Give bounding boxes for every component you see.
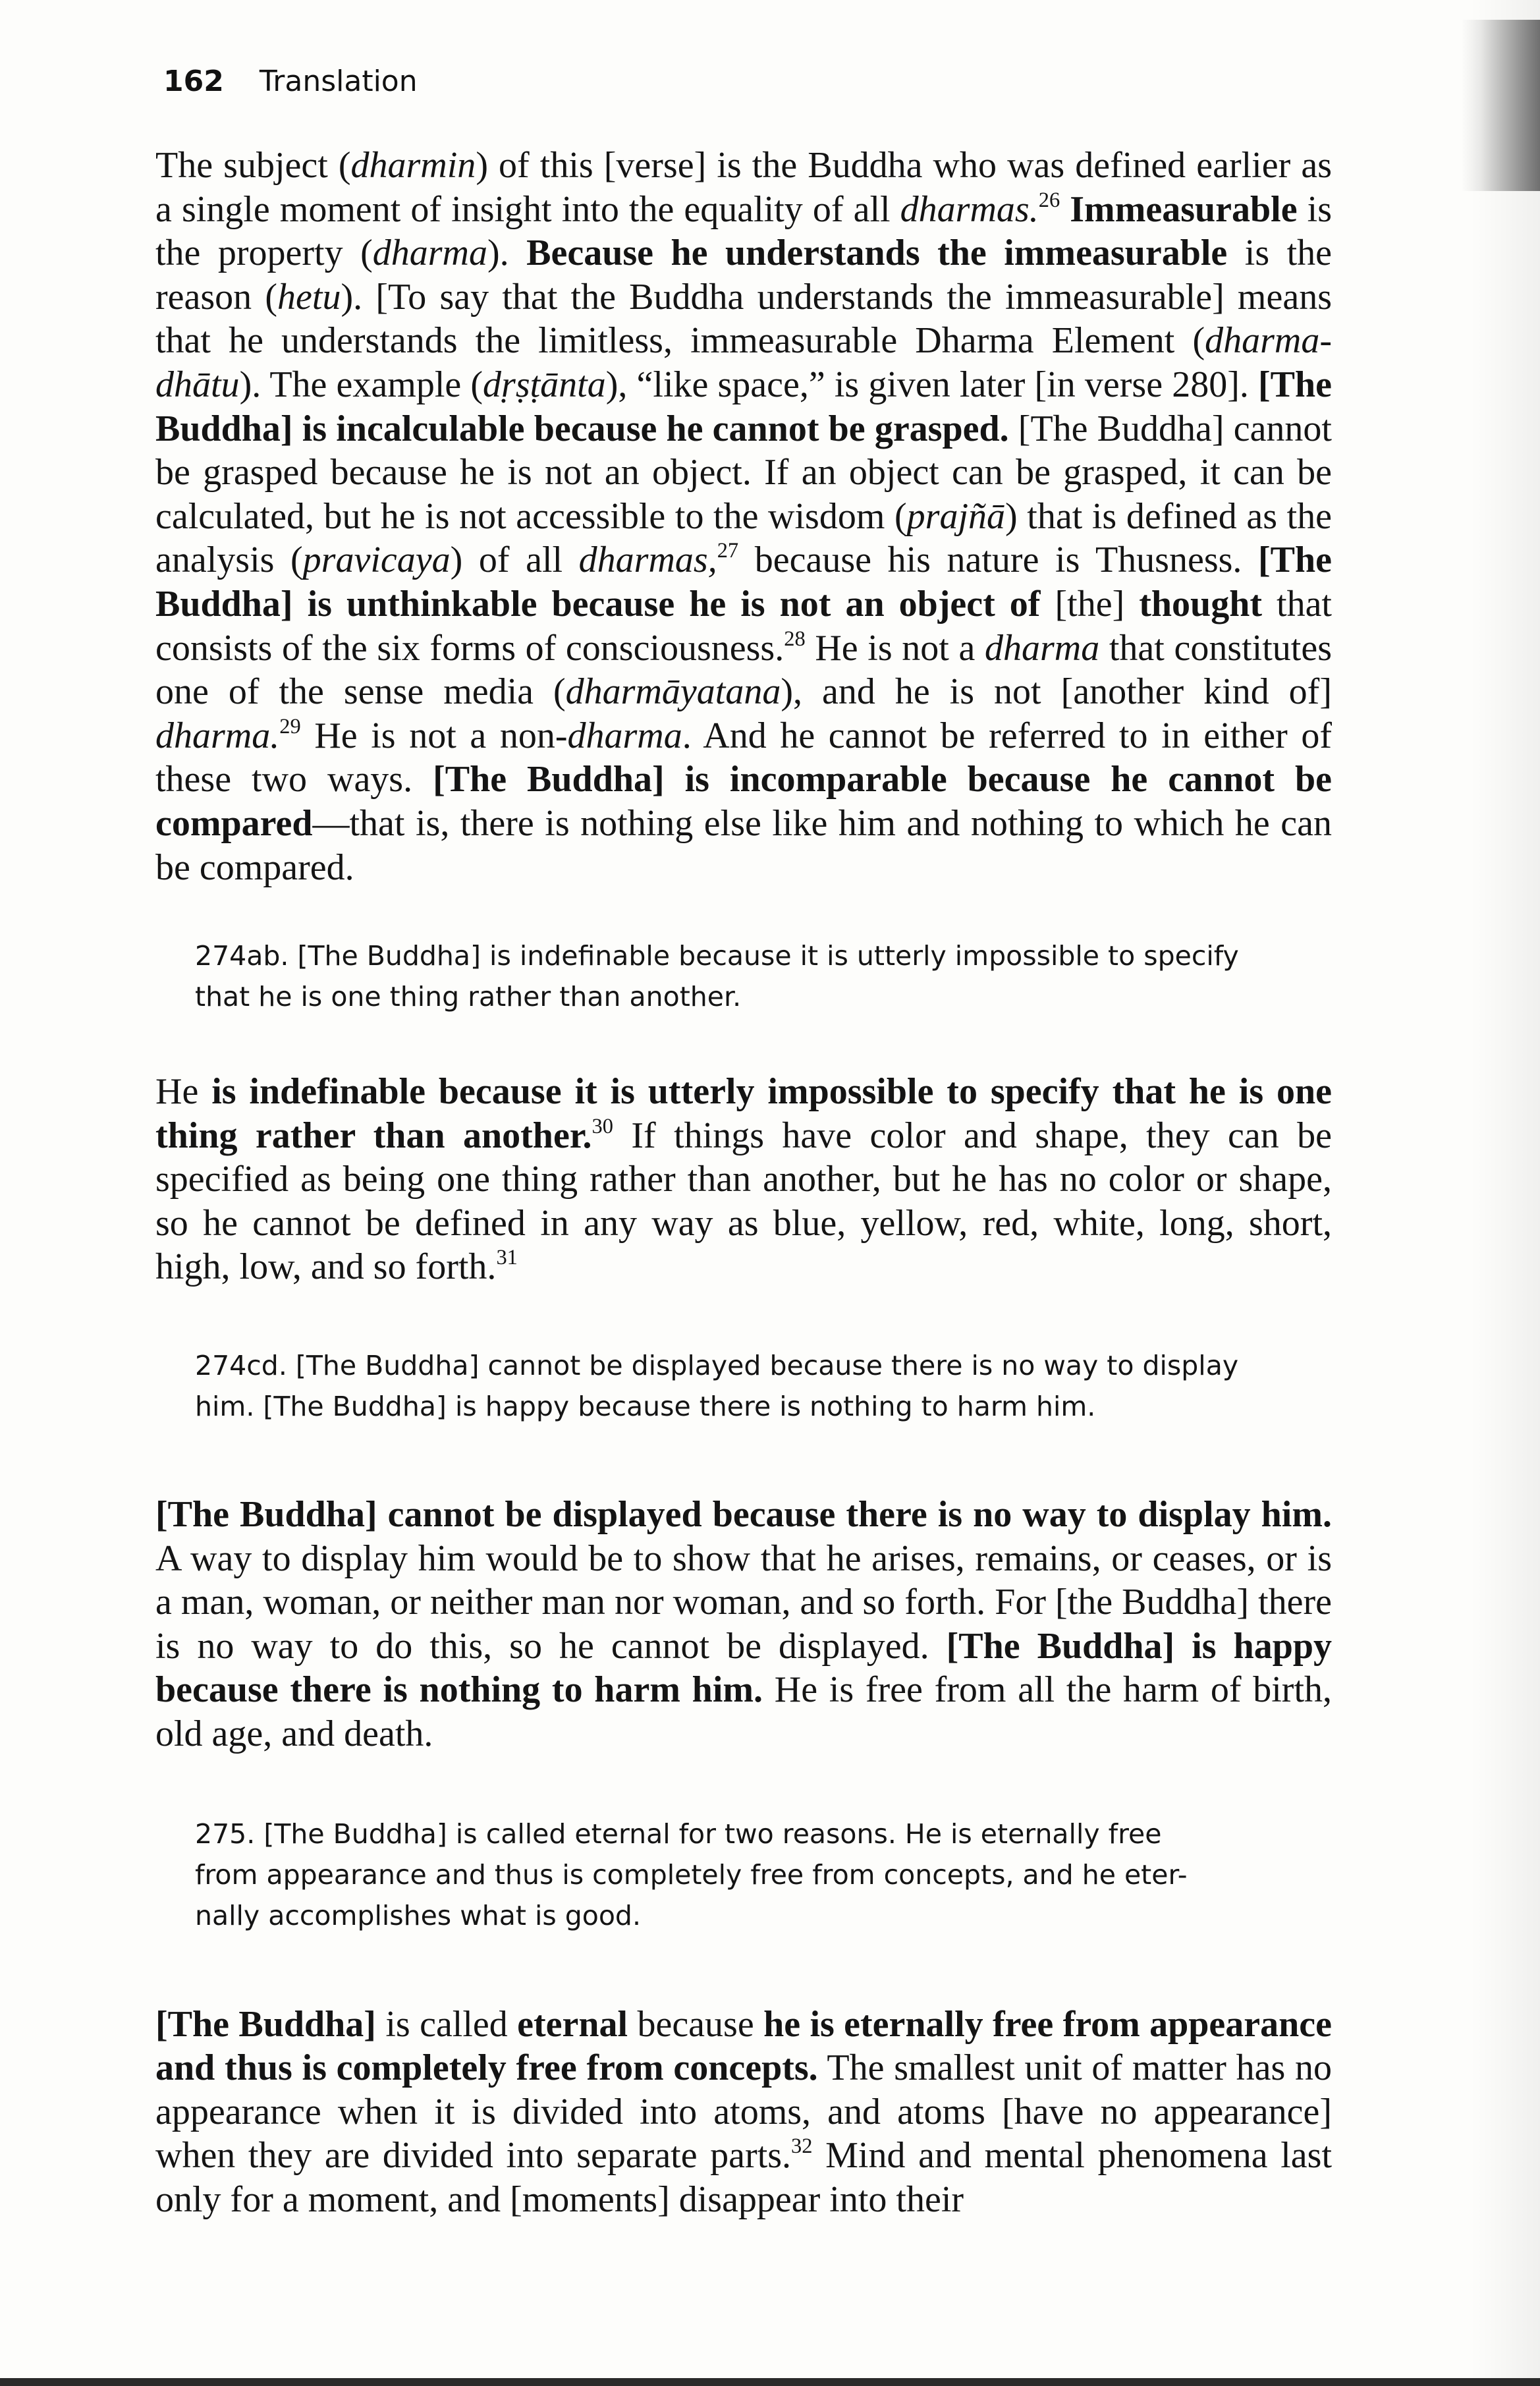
verse-quote: Immeasurable (1060, 188, 1298, 230)
text-run: because (628, 2003, 764, 2045)
running-header (163, 65, 418, 107)
scan-shadow (1441, 0, 1540, 2386)
verse-quote: thought (1139, 583, 1262, 624)
page-body (155, 144, 1332, 2222)
footnote-ref: 26 (1038, 188, 1060, 212)
verse-quote: is indefinable because it is utterly impossible to specify that he is one thing rather than another. (155, 1071, 1333, 1156)
text-run: He is not a (805, 627, 985, 669)
text-run: —that is, there is nothing else like him and nothing to which he can be compared. (155, 802, 1332, 888)
text-run: The subject ( (155, 145, 351, 186)
verse-quote: Because he understands the immeasurable (526, 233, 1228, 274)
term-dharma: dharma (567, 715, 682, 756)
term-dharmin: dharmin (350, 145, 476, 186)
footnote-ref: 28 (784, 626, 806, 651)
verse-line: that he is one thing rather than another. (195, 981, 742, 1013)
footnote-ref: 27 (717, 539, 739, 563)
text-run: . And he cannot be referred to in either of these two ways. (155, 715, 1333, 800)
footnote-ref: 30 (591, 1114, 613, 1138)
commentary-paragraph (155, 2003, 1332, 2222)
text-run: is called (375, 2003, 518, 2045)
verse-quote: [The Buddha] is incomparable because he cannot be compared (155, 759, 1333, 844)
verse-274ab (155, 935, 1315, 1017)
term-dharma-dhatu: dharma-dhātu (155, 320, 1332, 405)
verse-quote: [The Buddha] is unthinkable because he is not an object of (155, 540, 1333, 624)
text-run: He is free from all the harm of birth, old age, and death. (155, 1669, 1332, 1755)
verse-275 (155, 1814, 1315, 1936)
term-dharmayatana: dharmāyatana (565, 671, 781, 713)
text-run: [the] (1040, 583, 1140, 624)
text-run: is the reason ( (155, 233, 1333, 318)
verse-line: 275. [The Buddha] is called eternal for two reasons. He is eternally free (195, 1817, 1162, 1850)
verse-line: him. [The Buddha] is happy because there is nothing to harm him. (195, 1391, 1096, 1423)
term-dharma: dharma. (155, 715, 280, 756)
footnote-ref: 32 (791, 2134, 813, 2159)
term-dharma: dharma (372, 233, 487, 274)
verse-quote: eternal (517, 2003, 628, 2045)
verse-quote: he is eternally free from appearance and thus is completely free from concepts. (155, 2003, 1333, 2089)
text-run: ), “like space,” is given later [in verse 280]. (605, 364, 1258, 405)
scan-corner-shadow (1461, 20, 1540, 191)
footnote-ref: 29 (279, 714, 301, 738)
text-run: The smallest unit of matter has no appearance when it is divided into atoms, and atoms [have no appearance] when they are divided into separate parts. (155, 2047, 1333, 2177)
text-run: because his nature is Thusness. (738, 540, 1259, 581)
text-run: If things have color and shape, they can be specified as being one thing rather than another, but he has no color or shape, so he cannot be defined in any way as blue, yellow, red, white, long, short, high, low, and so forth. (155, 1115, 1332, 1288)
verse-quote: [The Buddha] (155, 2003, 376, 2045)
text-run: He (155, 1071, 212, 1113)
text-run: ) of all (450, 540, 579, 581)
footnote-ref: 31 (496, 1246, 518, 1270)
verse-quote: [The Buddha] cannot be displayed because there is no way to display him. (155, 1494, 1332, 1536)
term-pravicaya: pravicaya (302, 540, 451, 581)
text-run: Mind and mental phenomena last only for a moment, and [moments] disappear into their (155, 2135, 1333, 2220)
verse-274cd (155, 1345, 1315, 1427)
text-run: ). The example ( (239, 364, 483, 405)
text-run: that constitutes one of the sense media ( (155, 627, 1332, 713)
running-title: Translation (259, 65, 418, 98)
term-prajna: prajñā (906, 495, 1006, 537)
text-run: [The Buddha] cannot be grasped because he is not an object. If an object can be grasped, it can be calculated, but he is not accessible to the wisdom ( (155, 408, 1332, 537)
text-run: ) of this [verse] is the Buddha who was defined earlier as a single moment of insight into the equality of all (155, 145, 1332, 230)
verse-line: from appearance and thus is completely free from concepts, and he eter- (195, 1858, 1188, 1891)
text-run: ). [To say that the Buddha understands the immeasurable] means that he understands the limitless, immeasurable Dharma Element ( (155, 276, 1332, 362)
commentary-paragraph (155, 144, 1332, 889)
text-run: that consists of the six forms of consciousness. (155, 583, 1332, 669)
text-run: He is not a non- (300, 715, 568, 756)
commentary-paragraph (155, 1070, 1332, 1289)
term-dharmas: dharmas, (578, 540, 717, 581)
verse-line: 274ab. [The Buddha] is indefinable because it is utterly impossible to specify (195, 940, 1239, 972)
term-dharmas: dharmas. (900, 188, 1039, 230)
text-run: ). (487, 233, 527, 274)
verse-quote: [The Buddha] is happy because there is nothing to harm him. (155, 1625, 1332, 1711)
text-run: is the property ( (155, 188, 1332, 274)
verse-quote: [The Buddha] is incalculable because he cannot be grasped. (155, 364, 1332, 449)
text-run: ), and he is not [another kind of] (781, 671, 1332, 713)
commentary-paragraph (155, 1493, 1332, 1756)
term-drstanta: dṛṣṭānta (483, 364, 606, 405)
verse-line: nally accomplishes what is good. (195, 1899, 641, 1931)
page-number: 162 (163, 65, 224, 98)
scan-bottom-edge (0, 2378, 1540, 2386)
verse-line: 274cd. [The Buddha] cannot be displayed because there is no way to display (195, 1350, 1239, 1382)
text-run: A way to display him would be to show that he arises, remains, or ceases, or is a man, woman, or neither man nor woman, and so forth. For [the Buddha] there is no way to do this, so he cannot be displayed. (155, 1538, 1332, 1667)
term-hetu: hetu (277, 276, 341, 318)
term-dharma: dharma (984, 627, 1100, 669)
text-run: ) that is defined as the analysis ( (155, 495, 1333, 581)
